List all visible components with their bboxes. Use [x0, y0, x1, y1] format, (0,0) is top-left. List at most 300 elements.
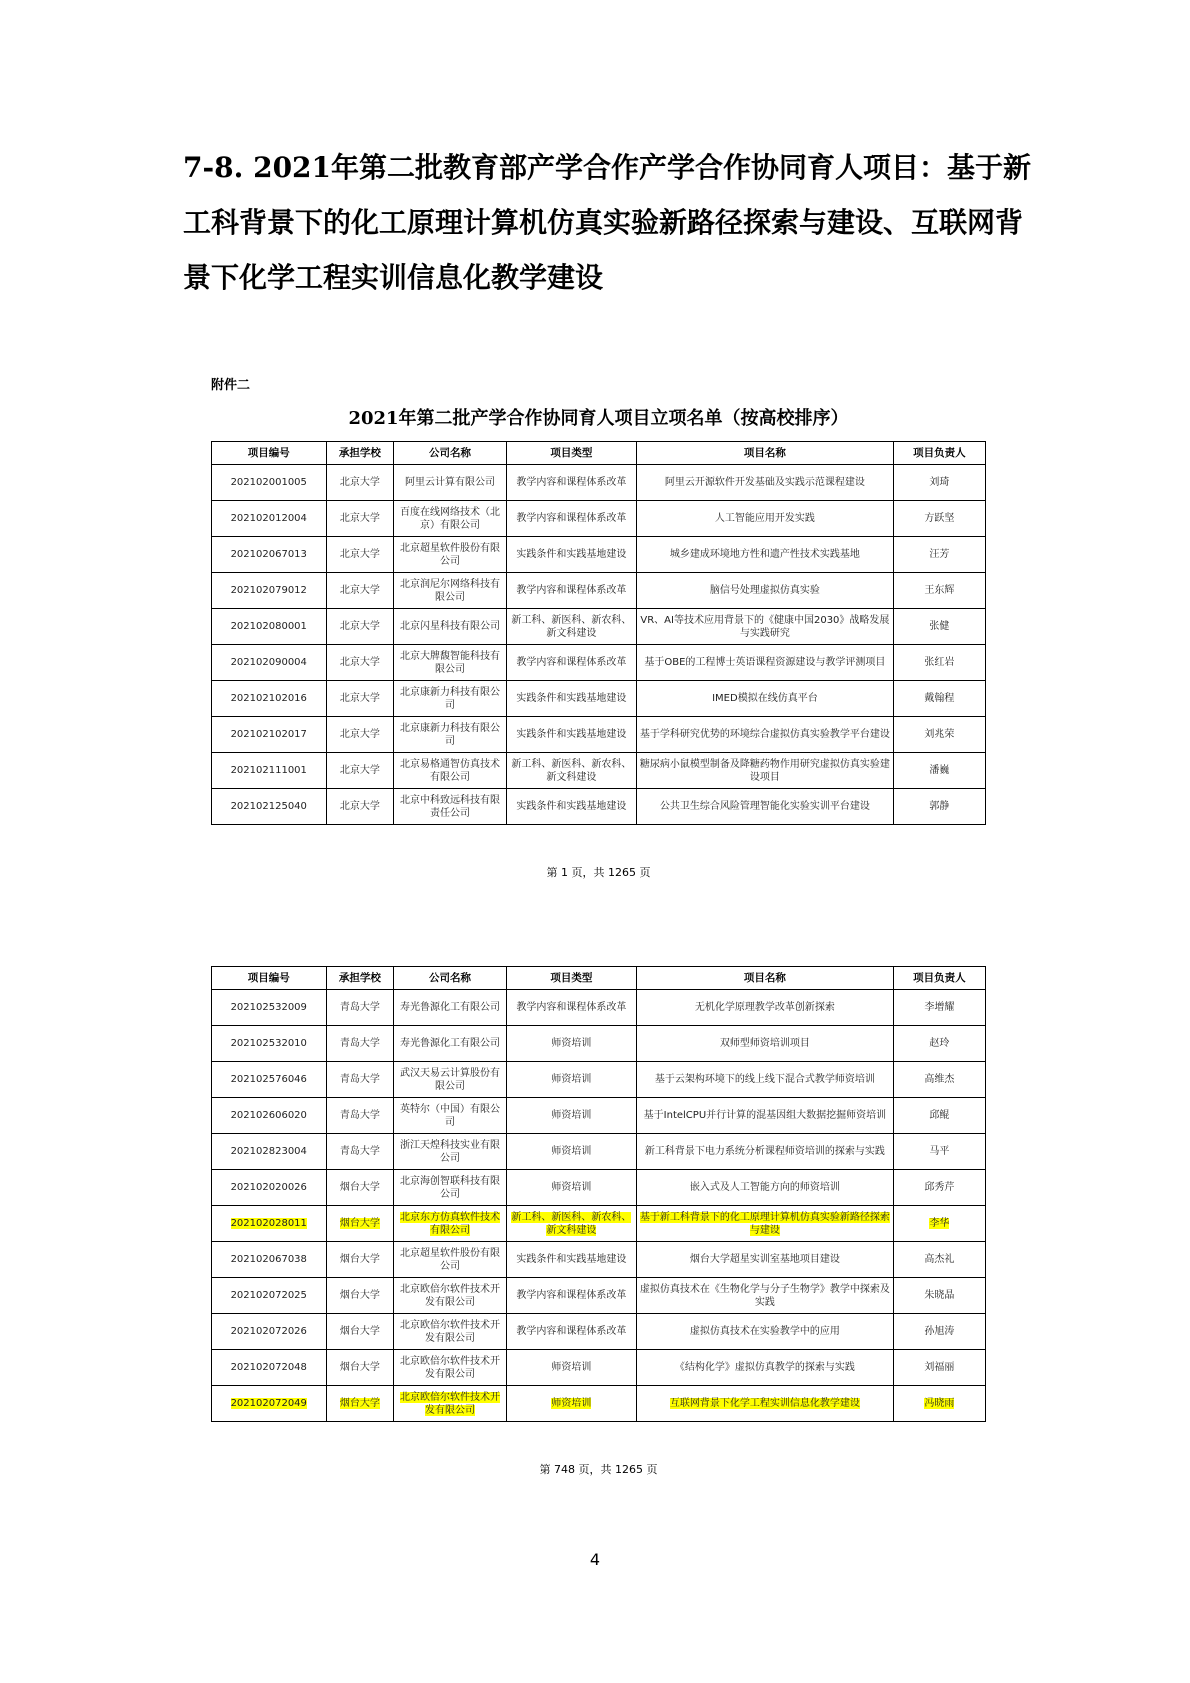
cell-project-type: [506, 1242, 636, 1278]
table-row: [212, 753, 986, 789]
cell-text: 202102532010: [230, 1038, 307, 1049]
cell-school: [326, 1386, 394, 1422]
cell-school: [326, 537, 394, 573]
cell-school: [326, 501, 394, 537]
table-row: [212, 681, 986, 717]
cell-text: 北京欧倍尔软件技术开发有限公司: [400, 1355, 501, 1380]
table-row: [212, 1098, 986, 1134]
cell-project-name: [637, 465, 894, 501]
cell-project-id: [212, 1170, 327, 1206]
cell-project-name: [637, 537, 894, 573]
cell-company: [394, 681, 506, 717]
table-row: [212, 990, 986, 1026]
cell-project-name: [637, 1098, 894, 1134]
cell-leader: [893, 753, 985, 789]
cell-project-name: [637, 1170, 894, 1206]
cell-text: 王东辉: [924, 585, 955, 596]
cell-company: [394, 717, 506, 753]
cell-text: 北京大学: [339, 693, 380, 704]
cell-text: 朱晓晶: [924, 1290, 955, 1301]
cell-project-id: [212, 789, 327, 825]
cell-project-type: [506, 1098, 636, 1134]
cell-company: [394, 789, 506, 825]
cell-text: 英特尔（中国）有限公司: [400, 1103, 501, 1128]
table-row: [212, 645, 986, 681]
cell-text: VR、AI等技术应用背景下的《健康中国2030》战略发展与实践研究: [640, 614, 890, 639]
cell-school: [326, 1062, 394, 1098]
cell-text: 虚拟仿真技术在实验教学中的应用: [689, 1326, 840, 1337]
cell-text: 202102125040: [230, 801, 307, 812]
cell-text: 教学内容和课程体系改革: [516, 1326, 627, 1337]
cell-project-id: [212, 1386, 327, 1422]
cell-school: [326, 990, 394, 1026]
cell-leader: [893, 1062, 985, 1098]
cell-company: [394, 1062, 506, 1098]
cell-company: [394, 1278, 506, 1314]
cell-project-type: [506, 1350, 636, 1386]
cell-text: 师资培训: [551, 1038, 592, 1049]
cell-text: 202102090004: [230, 657, 307, 668]
cell-project-id: [212, 573, 327, 609]
cell-text: 北京大学: [339, 549, 380, 560]
cell-project-name: [637, 990, 894, 1026]
cell-project-type: [506, 717, 636, 753]
cell-school: [326, 1314, 394, 1350]
cell-project-type: [506, 501, 636, 537]
cell-leader: [893, 789, 985, 825]
cell-text: 北京大学: [339, 729, 380, 740]
table-row: [212, 609, 986, 645]
cell-text: 教学内容和课程体系改革: [516, 657, 627, 668]
cell-leader: [893, 1170, 985, 1206]
cell-company: [394, 609, 506, 645]
table-row: [212, 1026, 986, 1062]
cell-project-name: [637, 645, 894, 681]
cell-text: 刘琦: [929, 477, 950, 488]
table-row: [212, 1206, 986, 1242]
table-row: [212, 465, 986, 501]
cell-text: 202102102016: [230, 693, 307, 704]
cell-leader: [893, 573, 985, 609]
cell-project-type: [506, 609, 636, 645]
cell-project-id: [212, 465, 327, 501]
cell-school: [326, 1026, 394, 1062]
cell-company: [394, 1386, 506, 1422]
cell-text: 青岛大学: [339, 1038, 380, 1049]
cell-text: 实践条件和实践基地建设: [516, 693, 627, 704]
cell-text: 赵玲: [929, 1038, 950, 1049]
cell-text: 实践条件和实践基地建设: [516, 801, 627, 812]
cell-text: 无机化学原理教学改革创新探索: [694, 1002, 835, 1013]
cell-text: 202102020026: [230, 1182, 307, 1193]
cell-project-id: [212, 753, 327, 789]
cell-project-id: [212, 1062, 327, 1098]
cell-text: 刘兆荣: [924, 729, 955, 740]
cell-text: 青岛大学: [339, 1110, 380, 1121]
cell-text: 202102072026: [230, 1326, 307, 1337]
cell-text: 双师型师资培训项目: [719, 1038, 810, 1049]
cell-text: 师资培训: [551, 1182, 592, 1193]
cell-project-name: [637, 1026, 894, 1062]
cell-text: 202102532009: [230, 1002, 307, 1013]
cell-school: [326, 1350, 394, 1386]
cell-company: [394, 1098, 506, 1134]
cell-text: 浙江天煌科技实业有限公司: [400, 1139, 501, 1164]
cell-text: 高维杰: [924, 1074, 955, 1085]
cell-text: 北京康新力科技有限公司: [400, 686, 501, 711]
table-row: [212, 1134, 986, 1170]
cell-project-id: [212, 501, 327, 537]
cell-text: 新工科、新医科、新农科、新文科建设: [511, 614, 632, 639]
table-row: [212, 1062, 986, 1098]
col-header-project-name: 项目名称: [637, 967, 894, 990]
cell-text: 公共卫生综合风险管理智能化实验实训平台建设: [659, 801, 870, 812]
cell-leader: [893, 1134, 985, 1170]
cell-text: 刘福丽: [924, 1362, 955, 1373]
cell-project-type: [506, 645, 636, 681]
cell-school: [326, 1134, 394, 1170]
document-heading: 7-8. 2021年第二批教育部产学合作产学合作协同育人项目：基于新工科背景下的化工原理计算机仿真实验新路径探索与建设、互联网背景下化学工程实训信息化教学建设: [183, 151, 1032, 294]
cell-project-name: [637, 1242, 894, 1278]
cell-text: 教学内容和课程体系改革: [516, 477, 627, 488]
table-row: [212, 1386, 986, 1422]
cell-school: [326, 1098, 394, 1134]
cell-company: [394, 645, 506, 681]
cell-project-type: [506, 1026, 636, 1062]
cell-text: 阿里云计算有限公司: [405, 477, 496, 488]
cell-leader: [893, 1098, 985, 1134]
cell-company: [394, 1314, 506, 1350]
table-row: [212, 1278, 986, 1314]
cell-school: [326, 1170, 394, 1206]
col-header-company: 公司名称: [394, 967, 506, 990]
cell-text: 北京康新力科技有限公司: [400, 722, 501, 747]
col-header-project-type: 项目类型: [506, 967, 636, 990]
cell-text: 202102072025: [230, 1290, 307, 1301]
table-row: [212, 537, 986, 573]
cell-project-id: [212, 681, 327, 717]
cell-text: 北京欧倍尔软件技术开发有限公司: [400, 1283, 501, 1308]
cell-school: [326, 1278, 394, 1314]
cell-project-name: [637, 1062, 894, 1098]
cell-project-type: [506, 537, 636, 573]
cell-text: 阿里云开源软件开发基础及实践示范课程建设: [664, 477, 865, 488]
table-row: [212, 501, 986, 537]
cell-project-type: [506, 1206, 636, 1242]
cell-text: 202102606020: [230, 1110, 307, 1121]
cell-company: [394, 990, 506, 1026]
cell-project-name: [637, 753, 894, 789]
cell-text: 青岛大学: [339, 1074, 380, 1085]
cell-text: 张红岩: [924, 657, 955, 668]
cell-text: 北京超星软件股份有限公司: [400, 1247, 501, 1272]
cell-project-name: [637, 681, 894, 717]
cell-leader: [893, 1278, 985, 1314]
table-row: [212, 789, 986, 825]
cell-company: [394, 1026, 506, 1062]
cell-text: 实践条件和实践基地建设: [516, 729, 627, 740]
cell-school: [326, 609, 394, 645]
cell-text: 烟台大学: [339, 1326, 380, 1337]
cell-leader: [893, 465, 985, 501]
cell-leader: [893, 1386, 985, 1422]
cell-text: 青岛大学: [339, 1146, 380, 1157]
cell-text: 《结构化学》虚拟仿真教学的探索与实践: [674, 1362, 855, 1373]
cell-text: 戴翰程: [924, 693, 955, 704]
cell-text: 基于IntelCPU并行计算的混基因组大数据挖掘师资培训: [643, 1110, 887, 1121]
col-header-company: 公司名称: [394, 442, 506, 465]
cell-text: 202102080001: [230, 621, 307, 632]
cell-text: 实践条件和实践基地建设: [516, 549, 627, 560]
col-header-school: 承担学校: [326, 442, 394, 465]
cell-text: 北京中科致远科技有限责任公司: [400, 794, 501, 819]
cell-text: 孙旭涛: [924, 1326, 955, 1337]
cell-text: 基于学科研究优势的环境综合虚拟仿真实验教学平台建设: [639, 729, 890, 740]
cell-text: 师资培训: [551, 1398, 592, 1409]
cell-leader: [893, 717, 985, 753]
cell-project-id: [212, 1350, 327, 1386]
cell-school: [326, 465, 394, 501]
cell-project-name: [637, 609, 894, 645]
cell-leader: [893, 681, 985, 717]
cell-school: [326, 717, 394, 753]
cell-text: 北京欧倍尔软件技术开发有限公司: [400, 1319, 501, 1344]
cell-text: 马平: [929, 1146, 950, 1157]
cell-text: 教学内容和课程体系改革: [516, 1002, 627, 1013]
cell-project-id: [212, 1206, 327, 1242]
cell-text: 基于新工科背景下的化工原理计算机仿真实验新路径探索与建设: [639, 1211, 890, 1236]
cell-text: 师资培训: [551, 1146, 592, 1157]
cell-text: 基于OBE的工程博士英语课程资源建设与教学评测项目: [644, 657, 886, 668]
cell-company: [394, 1350, 506, 1386]
cell-project-type: [506, 1062, 636, 1098]
cell-text: 寿光鲁源化工有限公司: [400, 1002, 501, 1013]
cell-project-type: [506, 1314, 636, 1350]
cell-text: 北京闪星科技有限公司: [400, 621, 501, 632]
col-header-project-id: 项目编号: [212, 967, 327, 990]
cell-project-id: [212, 1098, 327, 1134]
cell-text: 青岛大学: [339, 1002, 380, 1013]
cell-project-name: [637, 717, 894, 753]
cell-leader: [893, 1350, 985, 1386]
cell-text: 嵌入式及人工智能方向的师资培训: [689, 1182, 840, 1193]
cell-project-name: [637, 501, 894, 537]
cell-text: 202102072048: [230, 1362, 307, 1373]
cell-text: 师资培训: [551, 1110, 592, 1121]
cell-text: 冯晓雨: [924, 1398, 955, 1409]
cell-project-id: [212, 537, 327, 573]
cell-text: IMED模拟在线仿真平台: [712, 693, 818, 704]
cell-text: 北京大学: [339, 801, 380, 812]
cell-text: 教学内容和课程体系改革: [516, 513, 627, 524]
cell-text: 新工科、新医科、新农科、新文科建设: [511, 758, 632, 783]
table-row: [212, 1314, 986, 1350]
table-row: [212, 1350, 986, 1386]
cell-text: 汪芳: [929, 549, 950, 560]
col-header-project-name: 项目名称: [637, 442, 894, 465]
cell-text: 烟台大学: [339, 1398, 380, 1409]
cell-company: [394, 753, 506, 789]
cell-text: 李增耀: [924, 1002, 955, 1013]
cell-project-id: [212, 1134, 327, 1170]
col-header-project-type: 项目类型: [506, 442, 636, 465]
page-indicator-1: 第 1 页，共 1265 页: [546, 866, 651, 879]
cell-text: 202102072049: [230, 1398, 307, 1409]
cell-text: 基于云架构环境下的线上线下混合式教学师资培训: [654, 1074, 875, 1085]
cell-company: [394, 1206, 506, 1242]
cell-project-name: [637, 1206, 894, 1242]
cell-text: 202102001005: [230, 477, 307, 488]
cell-company: [394, 1242, 506, 1278]
cell-text: 实践条件和实践基地建设: [516, 1254, 627, 1265]
cell-project-id: [212, 1026, 327, 1062]
cell-text: 人工智能应用开发实践: [714, 513, 815, 524]
col-header-project-id: 项目编号: [212, 442, 327, 465]
cell-school: [326, 645, 394, 681]
cell-text: 北京润尼尔网络科技有限公司: [400, 578, 501, 603]
cell-text: 烟台大学: [339, 1362, 380, 1373]
cell-project-id: [212, 1314, 327, 1350]
cell-text: 202102067013: [230, 549, 307, 560]
cell-text: 烟台大学超星实训室基地项目建设: [689, 1254, 840, 1265]
list-title: 2021年第二批产学合作协同育人项目立项名单（按高校排序）: [348, 408, 849, 429]
page-number: 4: [589, 1550, 601, 1569]
cell-text: 202102823004: [230, 1146, 307, 1157]
cell-text: 互联网背景下化学工程实训信息化教学建设: [669, 1398, 860, 1409]
cell-text: 北京大学: [339, 657, 380, 668]
cell-text: 张健: [929, 621, 950, 632]
cell-project-name: [637, 1350, 894, 1386]
cell-text: 寿光鲁源化工有限公司: [400, 1038, 501, 1049]
cell-text: 北京海创智联科技有限公司: [400, 1175, 501, 1200]
cell-project-type: [506, 990, 636, 1026]
cell-leader: [893, 645, 985, 681]
cell-text: 武汉天易云计算股份有限公司: [400, 1067, 501, 1092]
cell-text: 北京大学: [339, 585, 380, 596]
cell-project-id: [212, 609, 327, 645]
cell-project-type: [506, 789, 636, 825]
table-row: [212, 573, 986, 609]
cell-project-type: [506, 753, 636, 789]
cell-text: 高杰礼: [924, 1254, 955, 1265]
cell-text: 李华: [929, 1218, 950, 1229]
col-header-leader: 项目负责人: [893, 442, 985, 465]
cell-text: 邱秀芹: [924, 1182, 955, 1193]
cell-company: [394, 1134, 506, 1170]
cell-leader: [893, 990, 985, 1026]
cell-text: 方跃坚: [924, 513, 955, 524]
cell-text: 邱鲲: [929, 1110, 950, 1121]
table-row: [212, 717, 986, 753]
cell-project-id: [212, 1278, 327, 1314]
cell-project-id: [212, 1242, 327, 1278]
cell-text: 202102102017: [230, 729, 307, 740]
cell-text: 北京易格通智仿真技术有限公司: [400, 758, 501, 783]
cell-project-name: [637, 573, 894, 609]
cell-text: 烟台大学: [339, 1218, 380, 1229]
cell-company: [394, 465, 506, 501]
table-row: [212, 1242, 986, 1278]
cell-text: 202102576046: [230, 1074, 307, 1085]
cell-project-name: [637, 1386, 894, 1422]
project-table-page-1: [211, 441, 986, 825]
cell-text: 北京大学: [339, 765, 380, 776]
cell-school: [326, 753, 394, 789]
cell-project-name: [637, 1314, 894, 1350]
cell-text: 202102012004: [230, 513, 307, 524]
cell-project-id: [212, 717, 327, 753]
cell-project-name: [637, 1134, 894, 1170]
cell-text: 糖尿病小鼠模型制备及降糖药物作用研究虚拟仿真实验建设项目: [639, 758, 890, 783]
cell-text: 202102079012: [230, 585, 307, 596]
col-header-leader: 项目负责人: [893, 967, 985, 990]
cell-project-type: [506, 465, 636, 501]
cell-project-type: [506, 1170, 636, 1206]
col-header-school: 承担学校: [326, 967, 394, 990]
table-header-row: [212, 967, 986, 990]
cell-project-type: [506, 1386, 636, 1422]
cell-text: 202102111001: [230, 765, 307, 776]
cell-project-name: [637, 789, 894, 825]
cell-school: [326, 573, 394, 609]
cell-text: 新工科、新医科、新农科、新文科建设: [511, 1211, 632, 1236]
cell-project-type: [506, 681, 636, 717]
page-indicator-748: 第 748 页，共 1265 页: [539, 1463, 658, 1476]
cell-project-id: [212, 645, 327, 681]
table-row: [212, 1170, 986, 1206]
cell-text: 新工科背景下电力系统分析课程师资培训的探索与实践: [644, 1146, 885, 1157]
cell-text: 城乡建成环境地方性和遗产性技术实践基地: [669, 549, 860, 560]
cell-leader: [893, 609, 985, 645]
cell-text: 脑信号处理虚拟仿真实验: [709, 585, 820, 596]
cell-project-type: [506, 1134, 636, 1170]
cell-text: 师资培训: [551, 1074, 592, 1085]
cell-text: 郭静: [929, 801, 950, 812]
cell-text: 北京东方仿真软件技术有限公司: [400, 1211, 501, 1236]
cell-school: [326, 1242, 394, 1278]
cell-leader: [893, 537, 985, 573]
cell-text: 烟台大学: [339, 1290, 380, 1301]
cell-school: [326, 681, 394, 717]
cell-school: [326, 789, 394, 825]
cell-text: 202102067038: [230, 1254, 307, 1265]
cell-leader: [893, 501, 985, 537]
cell-text: 北京大牌馥智能科技有限公司: [400, 650, 501, 675]
cell-text: 202102028011: [230, 1218, 307, 1229]
cell-leader: [893, 1314, 985, 1350]
cell-text: 北京大学: [339, 513, 380, 524]
cell-text: 教学内容和课程体系改革: [516, 1290, 627, 1301]
cell-text: 教学内容和课程体系改革: [516, 585, 627, 596]
cell-text: 潘巍: [929, 765, 950, 776]
cell-text: 师资培训: [551, 1362, 592, 1373]
cell-text: 北京欧倍尔软件技术开发有限公司: [400, 1391, 501, 1416]
cell-text: 烟台大学: [339, 1254, 380, 1265]
cell-company: [394, 501, 506, 537]
cell-leader: [893, 1242, 985, 1278]
cell-company: [394, 1170, 506, 1206]
cell-leader: [893, 1026, 985, 1062]
cell-text: 百度在线网络技术（北京）有限公司: [400, 506, 501, 531]
cell-company: [394, 573, 506, 609]
project-table-page-748: [211, 966, 986, 1422]
cell-text: 北京超星软件股份有限公司: [400, 542, 501, 567]
cell-school: [326, 1206, 394, 1242]
cell-text: 北京大学: [339, 477, 380, 488]
cell-text: 烟台大学: [339, 1182, 380, 1193]
cell-project-type: [506, 573, 636, 609]
cell-text: 虚拟仿真技术在《生物化学与分子生物学》教学中探索及实践: [639, 1283, 890, 1308]
